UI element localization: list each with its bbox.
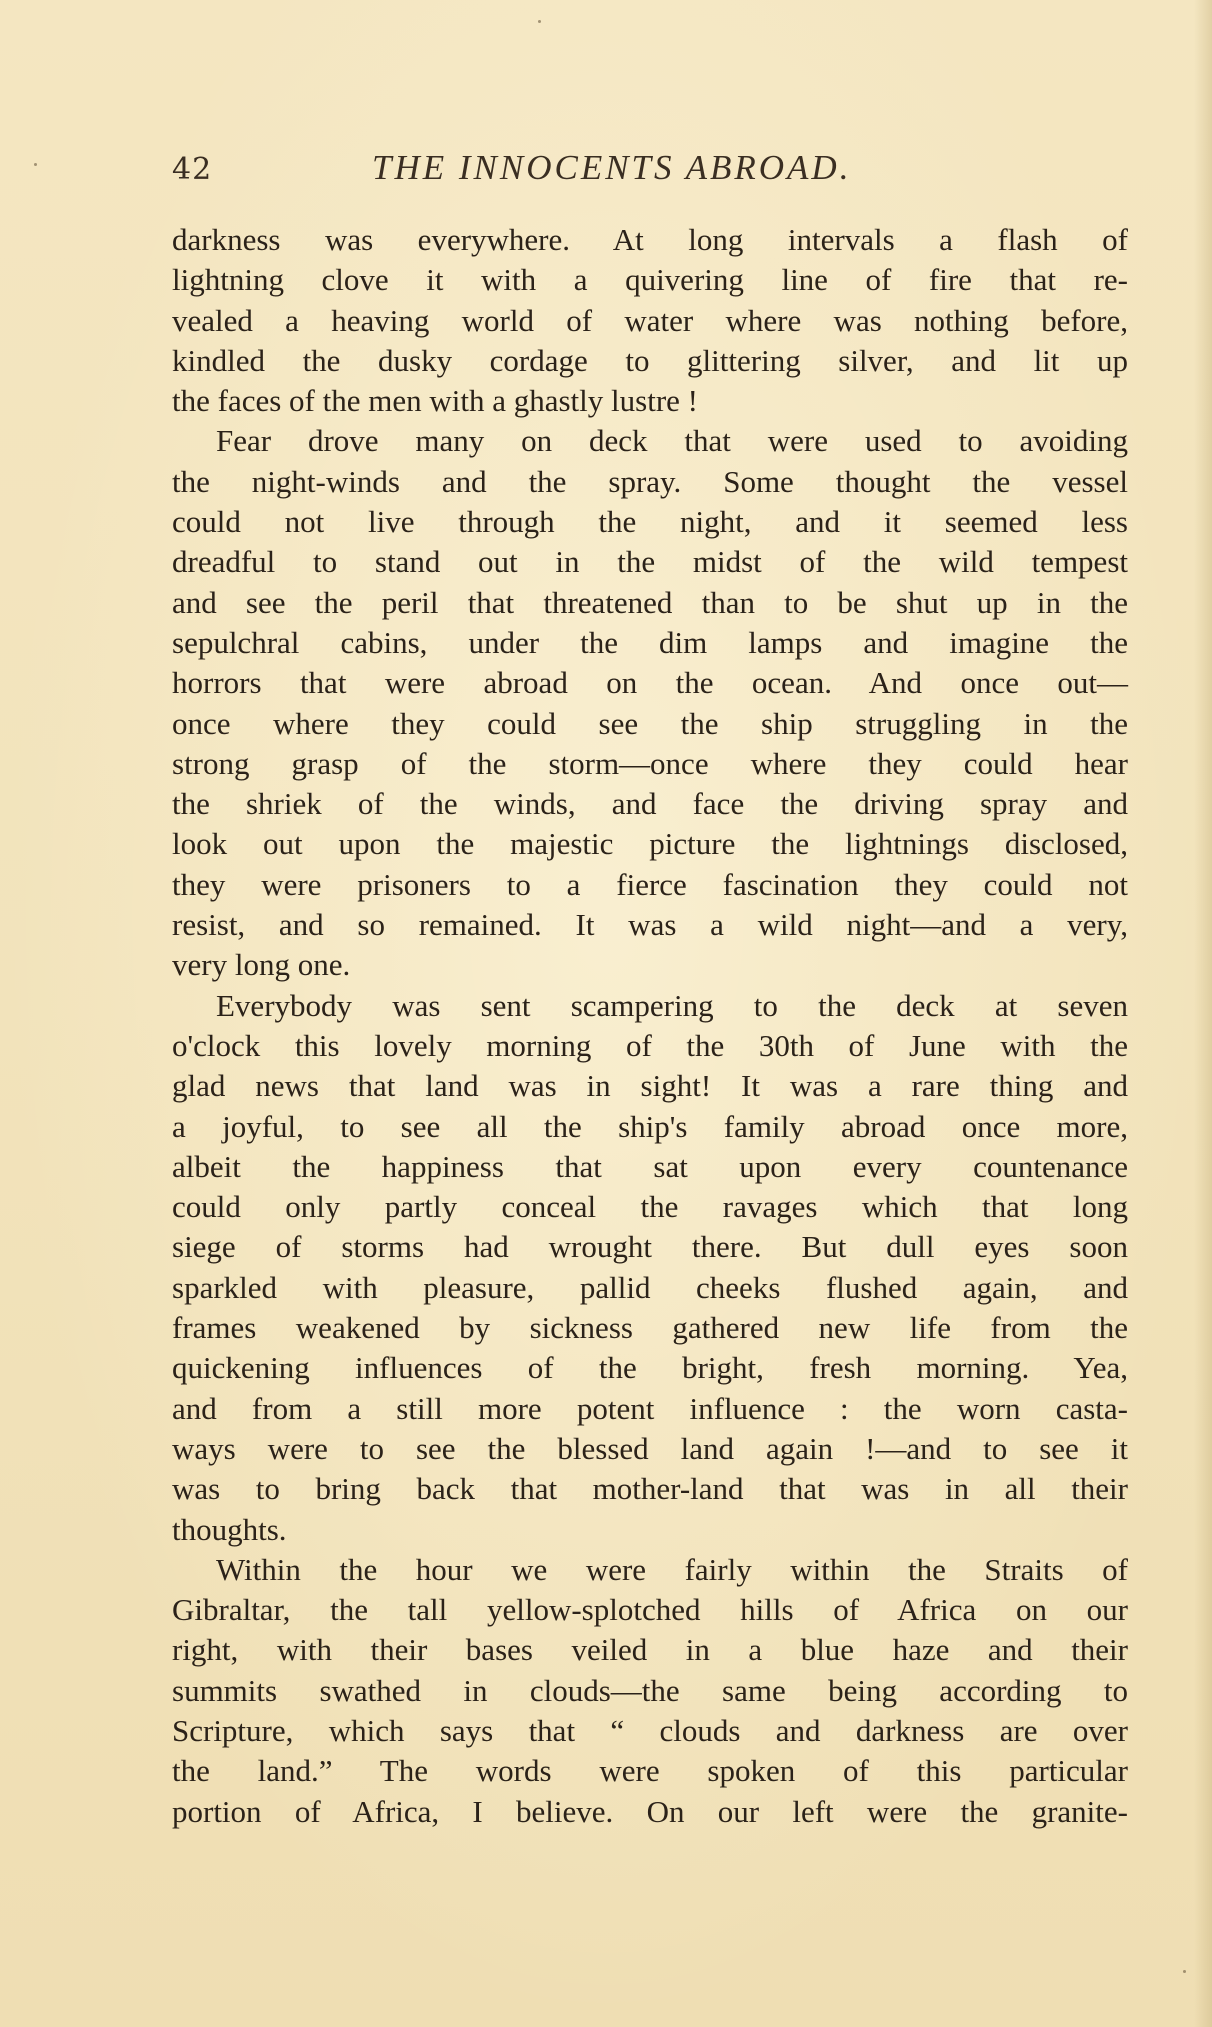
text-line: very long one. — [172, 947, 351, 983]
text-line: was to bring back that mother-land that was in all their — [172, 1471, 1128, 1507]
text-line: the land.” The words were spoken of this particular — [172, 1753, 1128, 1789]
text-line: resist, and so remained. It was a wild night—and a very, — [172, 907, 1128, 943]
text-line: kindled the dusky cordage to glittering silver, and lit up — [172, 342, 1128, 378]
text-line: o'clock this lovely morning of the 30th of June with the — [172, 1027, 1128, 1063]
paper-speck — [538, 20, 541, 23]
text-line: Fear drove many on deck that were used to avoiding — [216, 423, 1128, 459]
text-line: once where they could see the ship struggling in the — [172, 705, 1128, 741]
text-line: vealed a heaving world of water where was nothing before, — [172, 302, 1128, 338]
page-number: 42 — [172, 152, 213, 187]
text-line: quickening influences of the bright, fresh morning. Yea, — [172, 1350, 1128, 1386]
text-line: a joyful, to see all the ship's family abroad once more, — [172, 1108, 1128, 1144]
text-line: summits swathed in clouds—the same being according to — [172, 1672, 1128, 1708]
paper-speck — [34, 163, 37, 166]
text-line: strong grasp of the storm—once where they could hear — [172, 745, 1128, 781]
text-line: frames weakened by sickness gathered new life from the — [172, 1310, 1128, 1346]
text-line: Within the hour we were fairly within the Straits of — [216, 1551, 1128, 1587]
text-line: Scripture, which says that “ clouds and darkness are over — [172, 1712, 1128, 1748]
text-line: could only partly conceal the ravages which that long — [172, 1189, 1128, 1225]
text-line: glad news that land was in sight! It was a rare thing and — [172, 1068, 1128, 1104]
text-line: darkness was everywhere. At long intervals a flash of — [172, 222, 1128, 257]
text-line: the shriek of the winds, and face the driving spray and — [172, 786, 1128, 822]
page-edge-shadow — [1194, 0, 1212, 2027]
text-line: could not live through the night, and it seemed less — [172, 504, 1128, 540]
text-line: sepulchral cabins, under the dim lamps and imagine the — [172, 624, 1128, 660]
text-line: Gibraltar, the tall yellow-splotched hills of Africa on our — [172, 1592, 1128, 1628]
body-text — [172, 220, 1128, 1832]
text-line: ways were to see the blessed land again !—and to see it — [172, 1430, 1128, 1466]
page-header — [172, 148, 1122, 198]
text-line: right, with their bases veiled in a blue haze and their — [172, 1632, 1128, 1668]
text-line: albeit the happiness that sat upon every countenance — [172, 1148, 1128, 1184]
paper-speck — [1183, 1970, 1186, 1973]
text-line: the night-winds and the spray. Some thought the vessel — [172, 463, 1128, 499]
text-line: and from a still more potent influence : the worn casta- — [172, 1390, 1128, 1426]
text-line: and see the peril that threatened than to be shut up in the — [172, 584, 1128, 620]
text-line: portion of Africa, I believe. On our left were the granite- — [172, 1793, 1128, 1829]
text-line: the faces of the men with a ghastly lustre ! — [172, 383, 698, 419]
text-line: sparkled with pleasure, pallid cheeks flushed again, and — [172, 1269, 1128, 1305]
text-line: look out upon the majestic picture the lightnings disclosed, — [172, 826, 1128, 862]
text-line: Everybody was sent scampering to the deck at seven — [216, 987, 1128, 1023]
text-line: they were prisoners to a fierce fascination they could not — [172, 866, 1128, 902]
running-title: THE INNOCENTS ABROAD. — [372, 148, 852, 187]
text-line: dreadful to stand out in the midst of the wild tempest — [172, 544, 1128, 580]
text-line: horrors that were abroad on the ocean. And once out— — [172, 665, 1128, 701]
text-line: thoughts. — [172, 1511, 287, 1547]
text-line: siege of storms had wrought there. But dull eyes soon — [172, 1229, 1128, 1265]
text-line: lightning clove it with a quivering line of fire that re- — [172, 262, 1128, 298]
